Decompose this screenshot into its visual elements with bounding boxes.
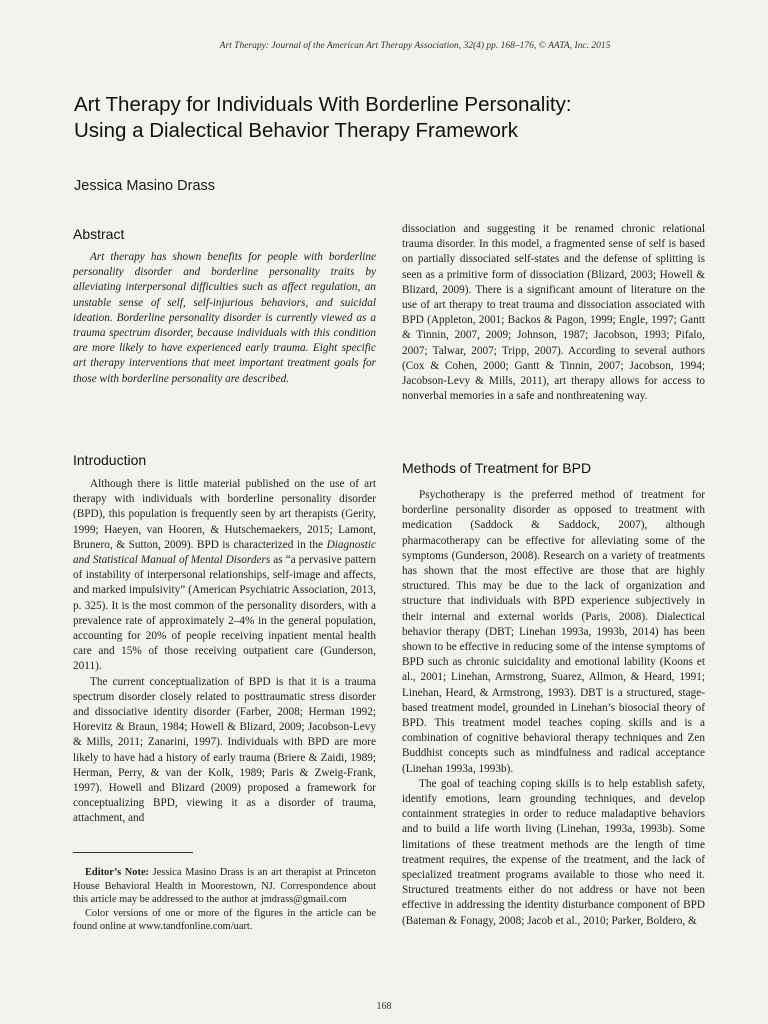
methods-paragraph-1: Psychotherapy is the preferred method of treatment for borderline personality disorder as opposed to treatment with medication (Saddock & Saddock, 2007), although pharmacotherapy can be effective for alleviating some of the symptoms (Gunderson, 2008). Research on a variety of treatments has shown that the most effective are those that are highly structured. This may be due to the lack of organization and structure that individuals with BPD experience subjectively in their internal and external worlds (Paris, 2008). Dialectical behavior therapy (DBT; Linehan 1993a, 1993b, 2014) has been shown to be effective in reducing some of the intense symptoms of BPD such as chronic suicidality and emotional lability (Koons et al., 2001; Linehan, Armstrong, Suarez, Allmon, & Heard, 1991; Linehan, Heard, & Armstrong, 1993). DBT is a structured, stage-based treatment model, grounded in Linehan’s biosocial theory of BPD. This treatment model teaches coping skills and is a combination of cognitive behavioral therapy techniques and Zen Buddhist concepts such as mindfulness and radical acceptance (Linehan 1993a, 1993b). <box>402 489 705 775</box>
abstract-body <box>73 250 376 387</box>
methods-heading: Methods of Treatment for BPD <box>402 460 592 476</box>
methods-paragraph-2: The goal of teaching coping skills is to help establish safety, identify emotions, learn grounding techniques, and develop containment strategies in order to reduce maladaptive behaviors and to build a life worth living (Linehan, 1993a, 1993b). Some limitations of these treatment methods are the length of time treatment requires, the expense of the treatment, and the lack of specialized treatment programs available to those who need it. Structured treatments either do not address or have not been effective in addressing the identity disturbance component of BPD (Bateman & Fonagy, 2008; Jacob et al., 2010; Parker, Boldero, & <box>402 777 705 927</box>
author-name: Jessica Masino Drass <box>74 178 216 194</box>
footnote-label: Editor’s Note: <box>85 867 150 878</box>
footnote-divider <box>73 852 193 853</box>
editors-note <box>73 866 376 934</box>
page-number: 168 <box>376 1001 392 1012</box>
intro-p1-part-b: as “a pervasive pattern of instability of interpersonal relationships, self-image and affects, and marked impulsivity” (American Psychiatric Association, 2013, p. 325). It is the most common of the personality disorders, with a prevalence rate of approximately 2–4% in the general population, accounting for 20% of people receiving inpatient mental health care and 15% of those receiving outpatient care (Gunderson, 2011). <box>73 554 376 673</box>
continued-text <box>402 222 705 404</box>
running-head: Art Therapy: Journal of the American Art Therapy Association, 32(4) pp. 168–176, © AATA, Inc. 2015 <box>219 41 611 51</box>
abstract-text: Art therapy has shown benefits for people with borderline personality disorder and borderline personality traits by alleviating interpersonal difficulties such as affect regulation, an unstable sense of self, self-injurious behaviors, and suicidal ideation. Borderline personality disorder is currently viewed as a trauma spectrum disorder, because individuals with this condition are more likely to have experienced early trauma. Eight specific art therapy interventions that meet important treatment goals for those with borderline personality are described. <box>73 251 376 385</box>
introduction-body <box>73 477 376 827</box>
intro-p1-part-a: Although there is little material published on the use of art therapy with individuals with borderline personality disorder (BPD), this population is frequently seen by art therapists (Gerity, 1999; Haeyen, van Hooren, & Hutschemaekers, 2015; Lamont, Brunero, & Sutton, 2009). BPD is characterized in the <box>73 478 376 551</box>
continued-paragraph: dissociation and suggesting it be renamed chronic relational trauma disorder. In this model, a fragmented sense of self is based on partially dissociated self-states and the defense of splitting is seen as a primitive form of dissociation (Blizard, 2003; Howell & Blizard, 2009). There is a significant amount of literature on the use of art therapy to treat trauma and dissociation associated with BPD (Appleton, 2001; Backos & Pagon, 1999; Engle, 1997; Gantt & Tinnin, 2007, 2009; Johnson, 1987; Jacobson, 1993; Pifalo, 2007; Talwar, 2007; Tripp, 2007). According to several authors (Cox & Cohen, 2000; Gantt & Tinnin, 2007; Jacobson, 1994; Jacobson-Levy & Mills, 2011), art therapy allows for access to nonverbal memories in a safe and nonthreatening way. <box>402 223 705 403</box>
title-line-1: Art Therapy for Individuals With Borderline Personality: <box>74 93 572 116</box>
abstract-heading: Abstract <box>73 226 125 242</box>
introduction-heading: Introduction <box>73 452 147 468</box>
footnote-paragraph-1 <box>73 866 376 907</box>
footnote-paragraph-2: Color versions of one or more of the figures in the article can be found online at www.tandfonline.com/uart. <box>73 907 376 933</box>
introduction-paragraph-2: The current conceptualization of BPD is that it is a trauma spectrum disorder closely related to posttraumatic stress disorder and dissociative identity disorder (Farber, 2008; Herman 1992; Horevitz & Braun, 1984; Howell & Blizard, 2009; Jacobson-Levy & Mills, 2011; Zanarini, 1997). Individuals with BPD are more likely to have had a history of early trauma (Briere & Zaidi, 1989; Herman, Perry, & van der Kolk, 1989; Paris & Zweig-Frank, 1997). Howell and Blizard (2009) proposed a framework for conceptualizing BPD, viewing it as a disorder of trauma, attachment, and <box>73 675 376 825</box>
footnote-text-1: Jessica Masino Drass is an art therapist at Princeton House Behavioral Health in Moorestown, NJ. Correspondence about this article may be addressed to the author at jmdrass@gmail.com <box>73 867 376 906</box>
methods-body <box>402 488 705 929</box>
introduction-paragraph-1 <box>73 477 376 675</box>
dsm-title: Diagnostic and Statistical Manual of Mental Disorders <box>73 538 376 567</box>
title-line-2: Using a Dialectical Behavior Therapy Framework <box>74 119 518 142</box>
article-title <box>74 92 714 144</box>
